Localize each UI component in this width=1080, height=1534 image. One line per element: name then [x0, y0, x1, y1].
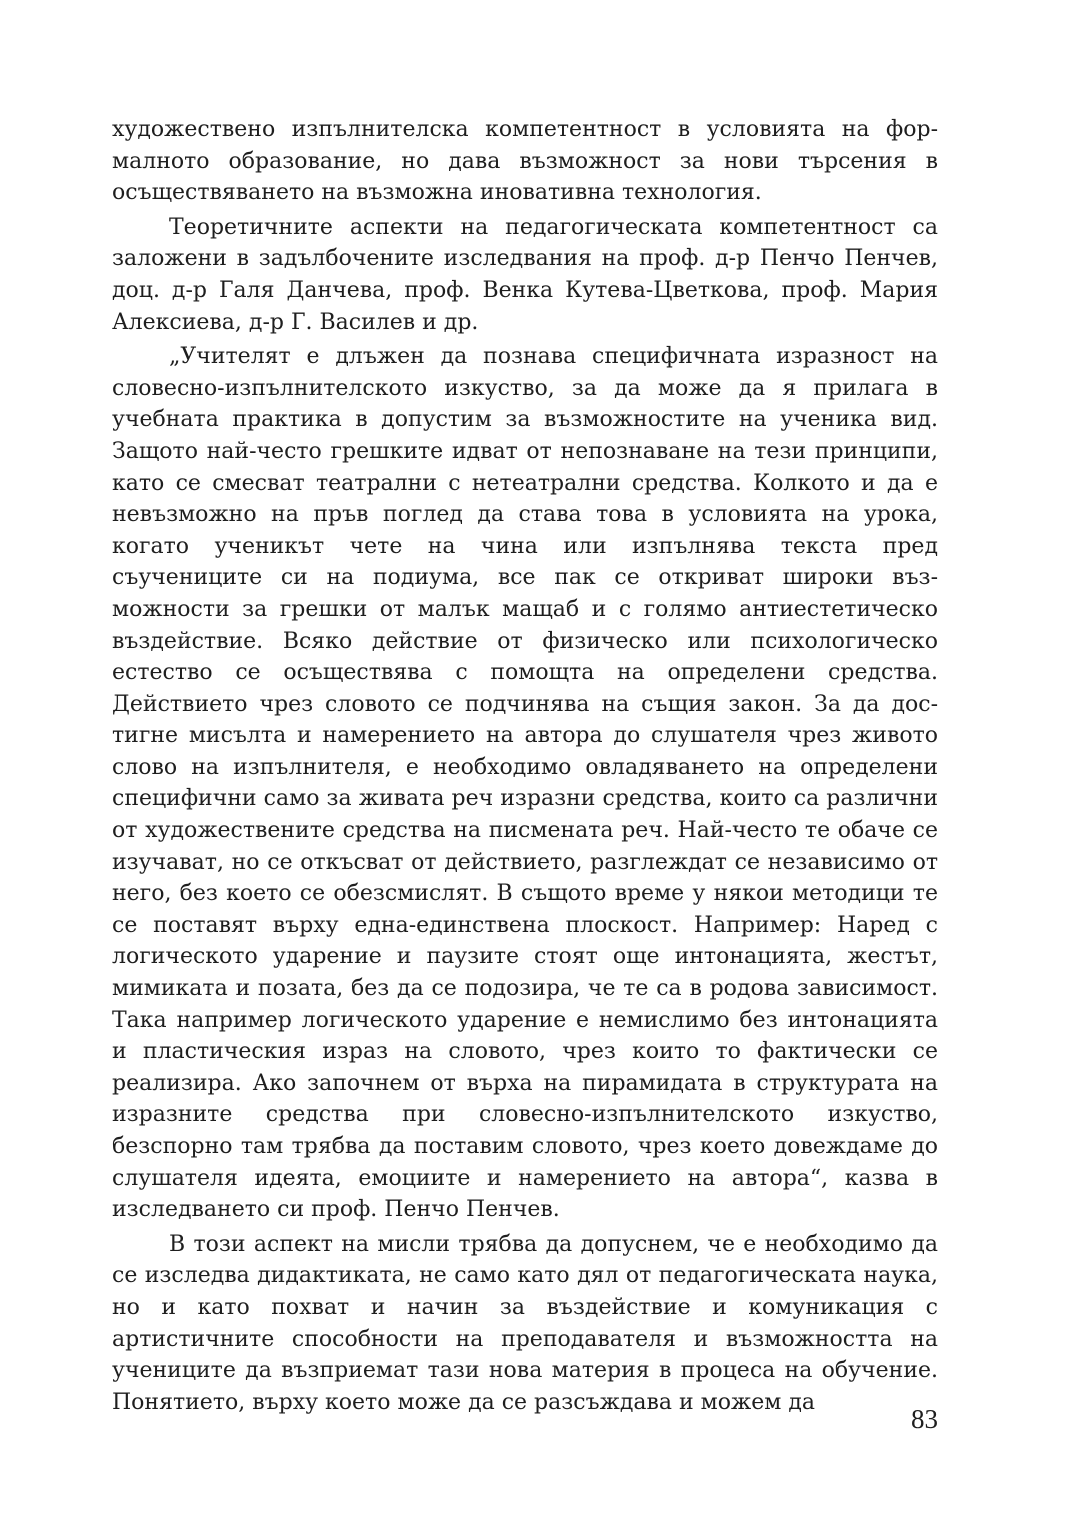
paragraph-theoretical-aspects: Теоретичните аспекти на педагогическата компетентност са заложени в задълбочените изследвания на проф. д-р Пенчо Пенчев, доц. д-р Галя Данчева, проф. Венка Кутева-Цветкова, проф. Мария Алексиева, д-р Г. Василев и др. [112, 214, 938, 335]
paragraph-continuation: художествено изпълнителска компетентност в условията на формалното образование, но дава възможност за нови търсения в осъществяването на възможна иновативна технология. [112, 117, 938, 206]
paragraph-didactics: В този аспект на мисли трябва да допуснем, че е необходимо да се изследва дидактиката, не само като дял от педагогическата наука, но и като похват и начин за въздействие и комуникация с артистичните способности на преподавателя и възможността на учениците да възприемат тази нова материя в процеса на обучение. Понятието, върху което може да се разсъждава и можем да [112, 1231, 938, 1415]
page-number: 83 [911, 1404, 938, 1434]
body-text [112, 114, 938, 1421]
paragraph-quotation: „Учителят е длъжен да познава специфичната изразност на словесно-изпълнителското изкуство, за да може да я прилага в учебната практика в допустим за възможностите на ученика вид. Защото най-често грешките идват от непознаване на тези принципи, като се смесват театрални с нетеатрални средства. Колкото и да е невъзможно на пръв поглед да става това в условията на урока, когато ученикът чете на чина или изпълнява текста пред съучениците си на подиума, все пак се откриват широки възможности за грешки от малък мащаб и с голямо антиестетическо въздействие. Всяко действие от физическо или психологическо естество се осъществява с помощта на определени средства. Действието чрез словото се подчинява на същия закон. За да достигне мисълта и намерението на автора до слушателя чрез живото слово на изпълнителя, е необходимо овладяването на определени специфични само за живата реч изразни средства, които са различни от художествените средства на писмената реч. Най-често те обаче се изучават, но се откъсват от действието, разглеждат се независимо от него, без което се обезсмислят. В същото време у някои методици те се поставят върху една-единствена плоскост. Например: Наред с логическото ударение и паузите стоят още интонацията, жестът, мимиката и позата, без да се подозира, че те са в родова зависимост. Така например логическото ударение е немислимо без интонацията и пластическия израз на словото, чрез които то фактически се реализира. Ако започнем от върха на пирамидата в структурата на изразните средства при словесно-изпълнителското изкуство, безспорно там трябва да поставим словото, чрез което довеждаме до слушателя идеята, емоциите и намерението на автора“, казва в изследването си проф. Пенчо Пенчев. [112, 344, 938, 1223]
